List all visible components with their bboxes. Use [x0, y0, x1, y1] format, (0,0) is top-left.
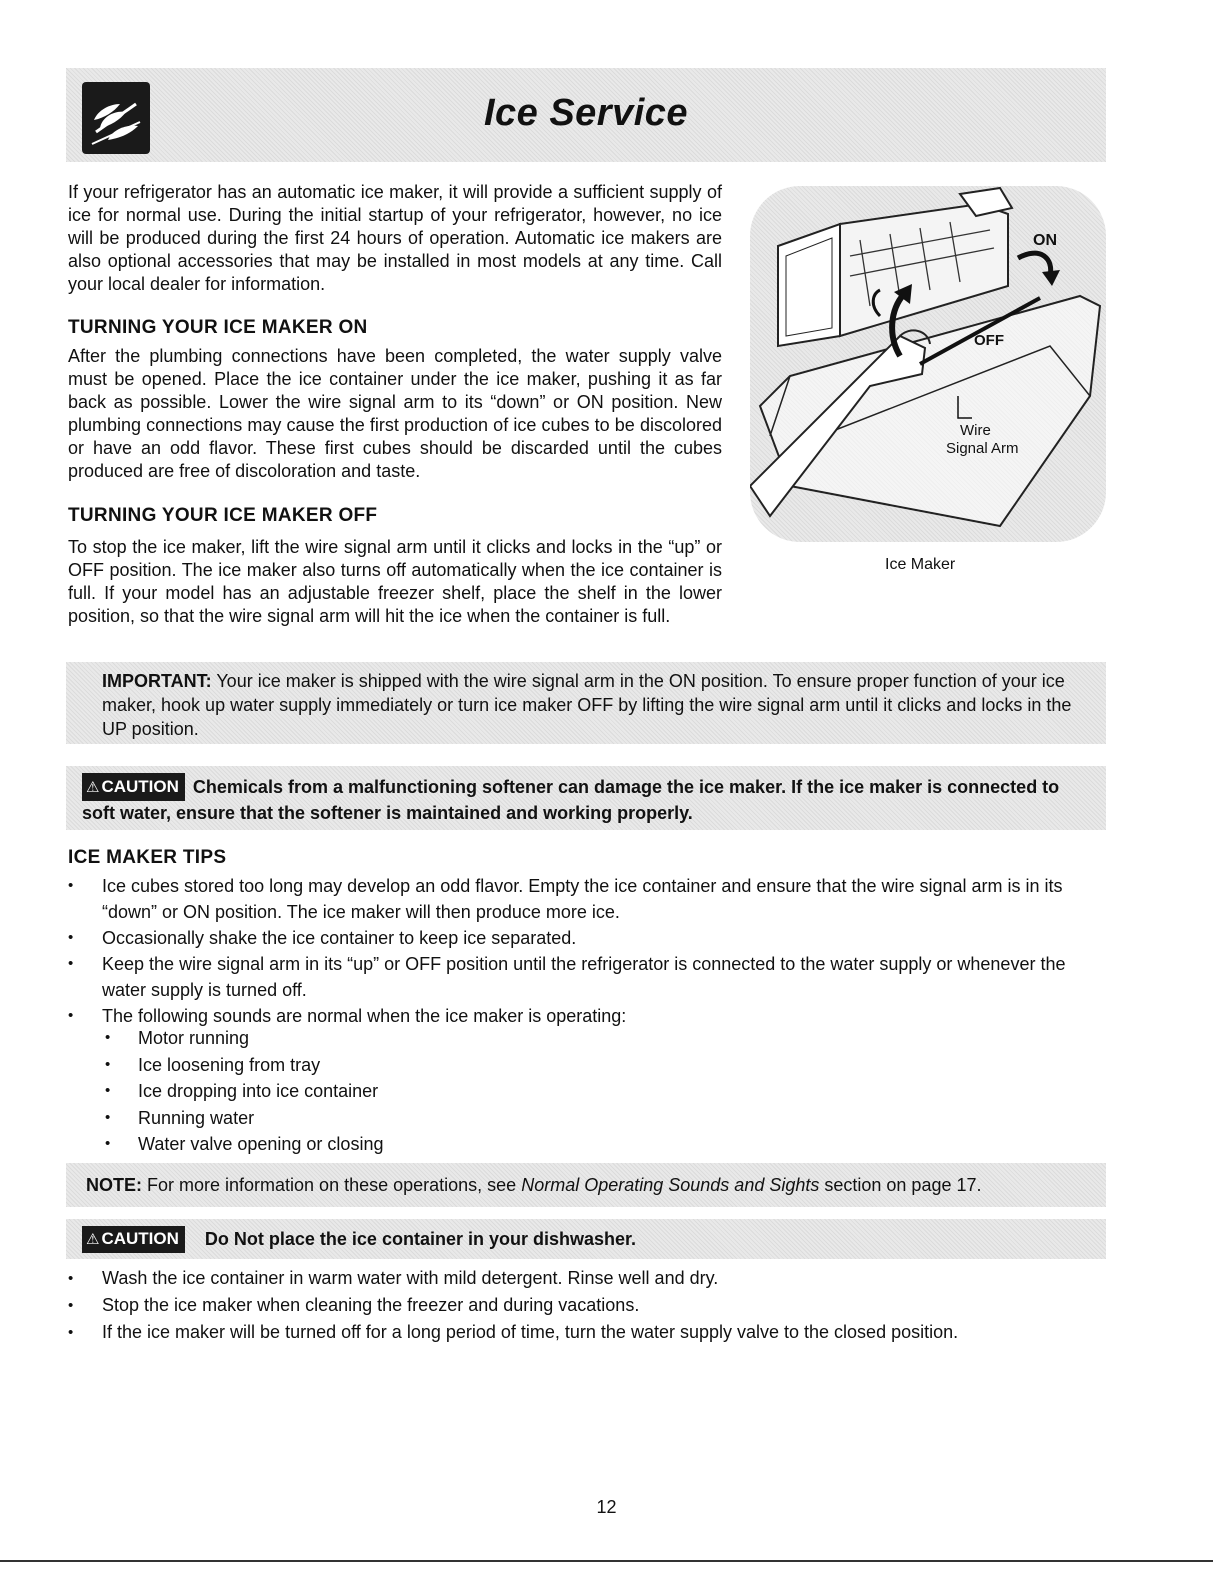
caution-dishwasher-body: Do Not place the ice container in your dishwasher.: [204, 1229, 637, 1249]
caution-badge: [82, 773, 185, 801]
care-list: [66, 1265, 1106, 1346]
caution-badge-label: CAUTION: [101, 1229, 179, 1248]
section-body-off: To stop the ice maker, lift the wire signal arm until it clicks and locks in the “up” or OFF position. The ice maker also turns off automatically when the ice container is full. If your model has an adjustable freezer shelf, place the shelf in the lower position, so that the wire signal arm will hit the ice when the container is full.: [68, 537, 722, 626]
caution-box-softener: [66, 766, 1106, 830]
list-item: • Ice cubes stored too long may develop an odd flavor. Empty the ice container and ensure that the wire signal arm is in its “down” or ON position. The ice maker will then produce more ice.: [66, 873, 1106, 925]
figure-caption: Ice Maker: [885, 556, 956, 573]
important-label: IMPORTANT:: [102, 671, 212, 691]
note-box: [66, 1163, 1106, 1207]
list-item: • Running water: [102, 1105, 702, 1132]
caution-badge: [82, 1226, 185, 1253]
list-item: • Stop the ice maker when cleaning the freezer and during vacations.: [66, 1292, 1106, 1319]
important-body: Your ice maker is shipped with the wire signal arm in the ON position. To ensure proper function of your ice maker, hook up water supply immediately or turn ice maker OFF by lifting the wire signal arm until it clicks and locks in the UP position.: [102, 671, 1072, 739]
caution-softener-body: Chemicals from a malfunctioning softener can damage the ice maker. If the ice maker is connected to soft water, ensure that the softener is maintained and working properly.: [82, 777, 1060, 823]
note-label: NOTE:: [86, 1175, 142, 1195]
label-wire: Wire: [960, 422, 991, 439]
ice-maker-figure: [750, 186, 1106, 542]
list-item: • Water valve opening or closing: [102, 1131, 702, 1158]
page-title: Ice Service: [483, 92, 689, 134]
caution-dishwasher-text: [82, 1226, 1092, 1253]
note-section-reference: Normal Operating Sounds and Sights: [521, 1175, 820, 1195]
list-item: • Motor running: [102, 1025, 702, 1052]
note-text: [86, 1173, 1096, 1197]
list-item: • The following sounds are normal when the ice maker is operating:: [66, 1003, 1106, 1029]
note-text-after: section on page 17.: [819, 1175, 982, 1195]
note-text-before: For more information on these operations, see: [142, 1175, 522, 1195]
section-heading-on: TURNING YOUR ICE MAKER ON: [68, 317, 368, 338]
caution-box-dishwasher: [66, 1219, 1106, 1259]
list-item: • Wash the ice container in warm water with mild detergent. Rinse well and dry.: [66, 1265, 1106, 1292]
important-text: [102, 669, 1092, 741]
important-box: [66, 662, 1106, 744]
page-header: [66, 68, 1106, 162]
list-item: • Occasionally shake the ice container to keep ice separated.: [66, 925, 1106, 951]
list-item: • If the ice maker will be turned off for a long period of time, turn the water supply valve to the closed position.: [66, 1319, 1106, 1346]
list-item: • Ice loosening from tray: [102, 1052, 702, 1079]
caution-badge-label: CAUTION: [101, 777, 179, 796]
list-item: • Ice dropping into ice container: [102, 1078, 702, 1105]
page-number: 12: [596, 1497, 617, 1517]
caution-softener-text: [82, 773, 1092, 826]
warning-triangle-icon: ⚠: [86, 779, 100, 796]
sounds-list: [102, 1025, 702, 1158]
section-body-on: After the plumbing connections have been completed, the water supply valve must be opened. Place the ice container under the ice maker, pushing it as far back as possible. Lower the wire signal arm to its “down” or ON position. New plumbing connections may cause the first production of ice cubes to be discolored or have an odd flavor. These first cubes should be discarded until the cubes produced are free of discoloration and taste.: [68, 346, 722, 481]
page-bottom-rule: [0, 1560, 1213, 1562]
label-off: OFF: [974, 332, 1004, 349]
section-heading-off: TURNING YOUR ICE MAKER OFF: [68, 505, 378, 526]
label-on: ON: [1033, 232, 1057, 249]
list-item: • Keep the wire signal arm in its “up” or OFF position until the refrigerator is connected to the water supply or whenever the water supply is turned off.: [66, 951, 1106, 1003]
intro-paragraph: If your refrigerator has an automatic ice maker, it will provide a sufficient supply of ice for normal use. During the initial startup of your refrigerator, however, no ice will be produced during the first 24 hours of operation. Automatic ice makers are also optional accessories that may be installed in most models at any time. Call your local dealer for information.: [68, 182, 722, 294]
tips-heading: ICE MAKER TIPS: [68, 847, 227, 868]
warning-triangle-icon: ⚠: [86, 1231, 100, 1248]
tips-list: [66, 873, 1106, 1029]
label-signal-arm: Signal Arm: [946, 440, 1019, 457]
